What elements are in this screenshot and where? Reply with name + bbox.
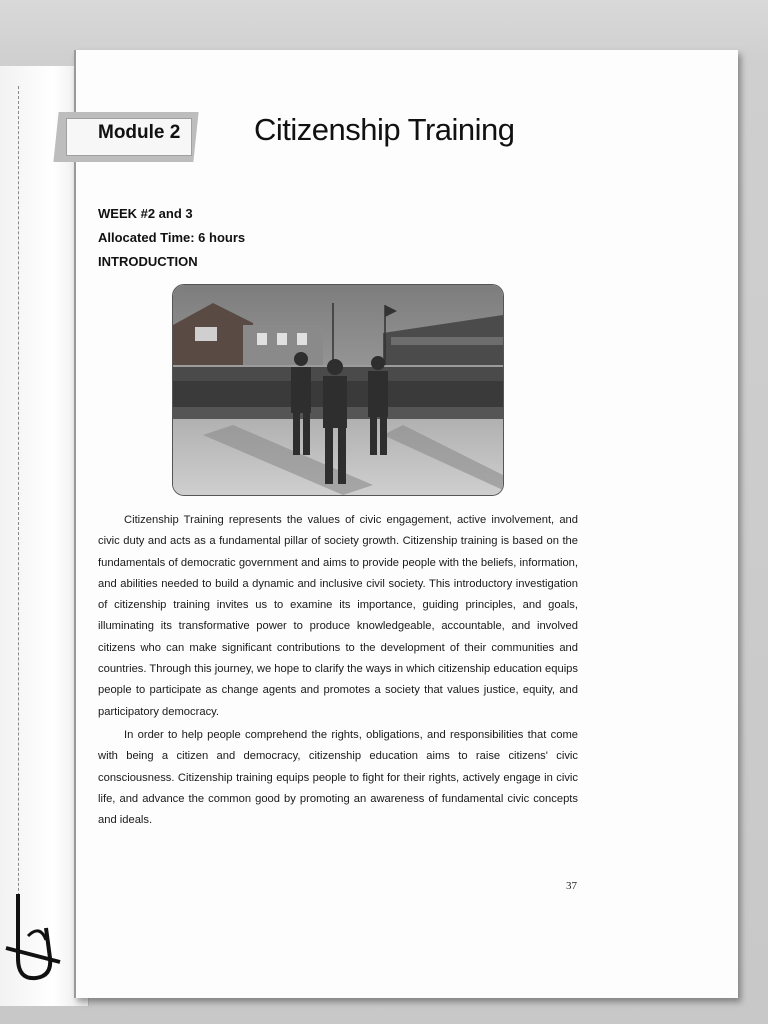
body-text xyxy=(98,510,578,831)
module-title: Citizenship Training xyxy=(254,112,515,147)
binder-clip-icon xyxy=(0,888,70,988)
allocated-time-label: Allocated Time: 6 hours xyxy=(98,230,246,245)
soldiers-photo xyxy=(172,284,504,496)
perforation-line xyxy=(18,86,19,946)
module-label: Module 2 xyxy=(98,122,181,143)
section-heading: INTRODUCTION xyxy=(98,254,198,269)
module-meta xyxy=(98,202,245,274)
intro-paragraph-2: In order to help people comprehend the rights, obligations, and responsibilities that come with being a citizen and democracy, citizenship education aims to raise citizens' civic consciousness. Citizenship training equips people to fight for their rights, actively engage in civic life, and advance the common good by promoting an awareness of fundamental civic concepts and ideals. xyxy=(98,728,578,827)
intro-paragraph-1: Citizenship Training represents the values of civic engagement, active involvement, and civic duty and acts as a fundamental pillar of society growth. Citizenship training is based on the fundamentals of democratic government and aims to provide people with the beliefs, information, and abilities needed to build a dynamic and inclusive civil society. This introductory investigation of citizenship training invites us to examine its importance, guiding principles, and goals, illuminating its transformative power to produce knowledgeable, accountable, and involved citizens who can make significant contributions to the development of their communities and countries. Through this journey, we hope to clarify the ways in which citizenship education equips people to participate as change agents and promotes a society that values justice, equity, and participatory democracy. xyxy=(98,514,578,718)
week-label: WEEK #2 and 3 xyxy=(98,206,193,221)
page-number: 37 xyxy=(566,880,577,892)
